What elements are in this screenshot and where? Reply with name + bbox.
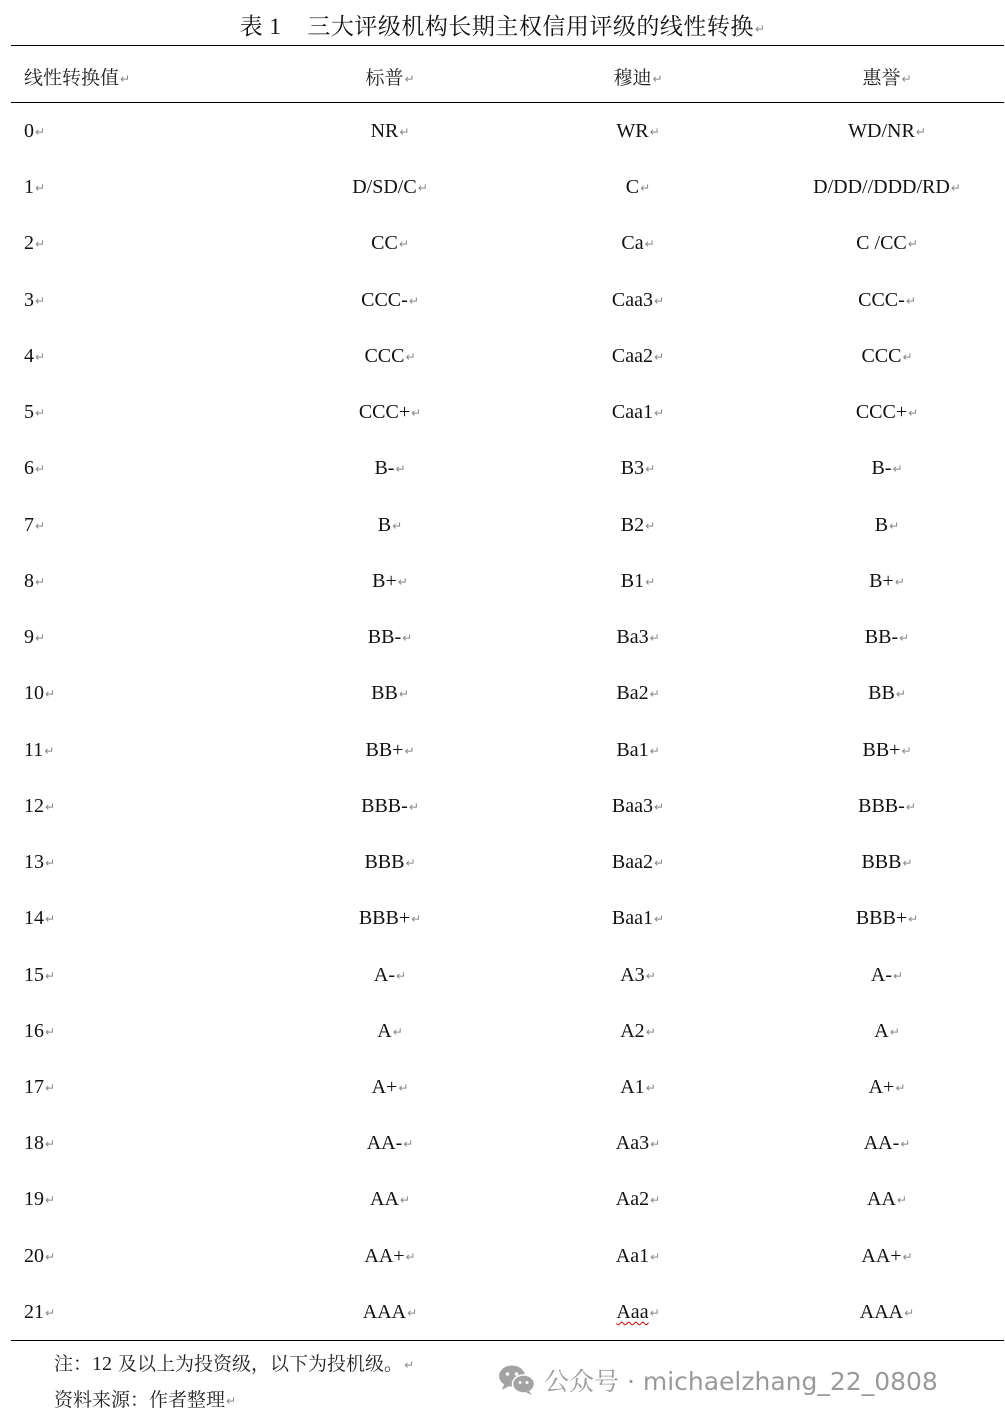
cell-moodys-rating: Ba3↵ xyxy=(616,626,660,649)
cell-moodys-rating: Ba1↵ xyxy=(616,738,660,761)
cell-sp-rating: AA-↵ xyxy=(366,1132,414,1155)
cell-fitch-rating: AA+↵ xyxy=(861,1244,913,1267)
cell-moodys-rating: Baa3↵ xyxy=(611,794,665,817)
cell-moodys-rating: Caa2↵ xyxy=(611,344,665,367)
table-body xyxy=(0,104,1005,1341)
cell-fitch-rating: CCC↵ xyxy=(861,344,913,367)
cell-sp-rating: D/SD/C↵ xyxy=(352,176,428,199)
table-row xyxy=(0,1004,1005,1060)
cell-linear-value: 1↵ xyxy=(24,176,46,199)
table-row xyxy=(0,1285,1005,1341)
bottom-rule xyxy=(11,1340,1004,1341)
table-row xyxy=(0,835,1005,891)
table-row xyxy=(0,723,1005,779)
cell-sp-rating: NR↵ xyxy=(370,120,410,142)
cell-linear-value: 19↵ xyxy=(24,1188,56,1211)
cell-linear-value: 17↵ xyxy=(24,1075,56,1098)
cell-fitch-rating: B↵ xyxy=(874,513,900,536)
cell-linear-value: 9↵ xyxy=(24,626,46,649)
table-row xyxy=(0,441,1005,497)
cell-linear-value: 15↵ xyxy=(24,963,56,986)
cell-sp-rating: BBB+↵ xyxy=(358,907,422,930)
cell-linear-value: 8↵ xyxy=(24,569,46,592)
cell-moodys-rating: B1↵ xyxy=(620,569,656,592)
cell-fitch-rating: CCC-↵ xyxy=(858,288,916,311)
cell-moodys-rating: A1↵ xyxy=(620,1075,656,1098)
cell-moodys-rating: B3↵ xyxy=(620,457,656,480)
cell-fitch-rating: A+↵ xyxy=(868,1075,906,1098)
table-row xyxy=(0,160,1005,216)
header-moodys: 穆迪↵ xyxy=(613,67,663,89)
cell-moodys-rating: Aa3↵ xyxy=(615,1132,661,1155)
table-row xyxy=(0,1172,1005,1228)
cell-sp-rating: BBB↵ xyxy=(364,851,416,874)
table-row xyxy=(0,104,1005,160)
table-row xyxy=(0,498,1005,554)
cell-fitch-rating: BB↵ xyxy=(868,682,906,705)
cell-moodys-rating: A2↵ xyxy=(620,1019,656,1042)
table-title-text: 三大评级机构长期主权信用评级的线性转换 xyxy=(307,14,754,40)
table-row xyxy=(0,1116,1005,1172)
cell-linear-value: 14↵ xyxy=(24,907,56,930)
table-row xyxy=(0,554,1005,610)
table-source: 资料来源：作者整理↵ xyxy=(54,1389,237,1411)
cell-linear-value: 4↵ xyxy=(24,344,46,367)
cell-linear-value: 18↵ xyxy=(24,1132,56,1155)
cell-sp-rating: B↵ xyxy=(377,513,403,536)
table-row xyxy=(0,666,1005,722)
cell-linear-value: 12↵ xyxy=(24,794,56,817)
watermark xyxy=(498,1361,938,1399)
cell-fitch-rating: BBB-↵ xyxy=(858,794,916,817)
table-header xyxy=(0,45,1005,102)
cell-linear-value: 11↵ xyxy=(24,738,55,761)
cell-moodys-rating: WR↵ xyxy=(616,120,660,142)
cell-fitch-rating: D/DD//DDD/RD↵ xyxy=(813,176,961,199)
table-row xyxy=(0,1229,1005,1285)
table-row xyxy=(0,948,1005,1004)
cell-sp-rating: BB↵ xyxy=(371,682,409,705)
cell-fitch-rating: AA↵ xyxy=(867,1188,907,1211)
cell-fitch-rating: A↵ xyxy=(874,1019,900,1042)
header-linear-value: 线性转换值↵ xyxy=(24,67,131,89)
cell-fitch-rating: BBB+↵ xyxy=(855,907,919,930)
cell-sp-rating: BBB-↵ xyxy=(361,794,419,817)
cell-linear-value: 2↵ xyxy=(24,232,46,255)
table-title xyxy=(0,8,1005,41)
wechat-icon xyxy=(498,1364,536,1396)
cell-linear-value: 13↵ xyxy=(24,851,56,874)
cell-moodys-rating: Caa3↵ xyxy=(611,288,665,311)
cell-moodys-rating: Aa1↵ xyxy=(615,1244,661,1267)
cell-linear-value: 7↵ xyxy=(24,513,46,536)
cell-fitch-rating: BB+↵ xyxy=(862,738,912,761)
header-sp: 标普↵ xyxy=(365,67,415,89)
cell-sp-rating: A-↵ xyxy=(373,963,407,986)
cell-linear-value: 21↵ xyxy=(24,1300,56,1323)
cell-sp-rating: AA+↵ xyxy=(364,1244,416,1267)
table-number: 表 1 xyxy=(239,14,282,39)
cell-linear-value: 3↵ xyxy=(24,288,46,311)
cell-linear-value: 16↵ xyxy=(24,1019,56,1042)
cell-fitch-rating: CCC+↵ xyxy=(855,401,919,424)
cell-sp-rating: BB+↵ xyxy=(365,738,415,761)
cell-moodys-rating: Ba2↵ xyxy=(616,682,660,705)
cell-sp-rating: A+↵ xyxy=(371,1075,409,1098)
cell-moodys-rating: Aa2↵ xyxy=(615,1188,661,1211)
cell-moodys-rating: Baa2↵ xyxy=(611,851,665,874)
table-note: 注：12 及以上为投资级，以下为投机级。↵ xyxy=(54,1353,415,1375)
table-row xyxy=(0,385,1005,441)
cell-moodys-rating: Baa1↵ xyxy=(611,907,665,930)
table-row xyxy=(0,610,1005,666)
table-row xyxy=(0,779,1005,835)
cell-sp-rating: CC↵ xyxy=(371,232,409,255)
cell-moodys-rating: Aaa↵ xyxy=(616,1300,660,1323)
cell-sp-rating: BB-↵ xyxy=(367,626,413,649)
cell-sp-rating: CCC+↵ xyxy=(358,401,422,424)
cell-fitch-rating: B+↵ xyxy=(869,569,905,592)
cell-linear-value: 6↵ xyxy=(24,457,46,480)
table-row xyxy=(0,216,1005,272)
cell-moodys-rating: C↵ xyxy=(625,176,651,199)
cell-fitch-rating: C /CC↵ xyxy=(856,232,918,255)
cell-sp-rating: A↵ xyxy=(377,1019,403,1042)
cell-linear-value: 0↵ xyxy=(24,120,46,142)
cell-moodys-rating: Caa1↵ xyxy=(611,401,665,424)
cell-fitch-rating: AA-↵ xyxy=(863,1132,911,1155)
cell-sp-rating: CCC-↵ xyxy=(361,288,419,311)
cell-sp-rating: B+↵ xyxy=(372,569,408,592)
cell-fitch-rating: A-↵ xyxy=(870,963,904,986)
cell-linear-value: 10↵ xyxy=(24,682,56,705)
table-row xyxy=(0,891,1005,947)
cell-fitch-rating: BBB↵ xyxy=(861,851,913,874)
watermark-text: 公众号 · michaelzhang_22_0808 xyxy=(544,1367,938,1396)
table-row xyxy=(0,329,1005,385)
cell-linear-value: 5↵ xyxy=(24,401,46,424)
cell-moodys-rating: Ca↵ xyxy=(621,232,655,255)
cell-fitch-rating: BB-↵ xyxy=(864,626,910,649)
return-mark: ↵ xyxy=(754,22,766,36)
cell-fitch-rating: WD/NR↵ xyxy=(848,120,926,142)
header-fitch: 惠誉↵ xyxy=(862,67,912,89)
table-row xyxy=(0,1060,1005,1116)
cell-sp-rating: B-↵ xyxy=(374,457,406,480)
table-row xyxy=(0,273,1005,329)
cell-moodys-rating: B2↵ xyxy=(620,513,656,536)
cell-fitch-rating: AAA↵ xyxy=(859,1300,915,1323)
cell-sp-rating: CCC↵ xyxy=(364,344,416,367)
cell-fitch-rating: B-↵ xyxy=(871,457,903,480)
cell-sp-rating: AAA↵ xyxy=(362,1300,418,1323)
header-rule xyxy=(11,102,1004,103)
cell-moodys-rating: A3↵ xyxy=(620,963,656,986)
cell-linear-value: 20↵ xyxy=(24,1244,56,1267)
cell-sp-rating: AA↵ xyxy=(370,1188,410,1211)
